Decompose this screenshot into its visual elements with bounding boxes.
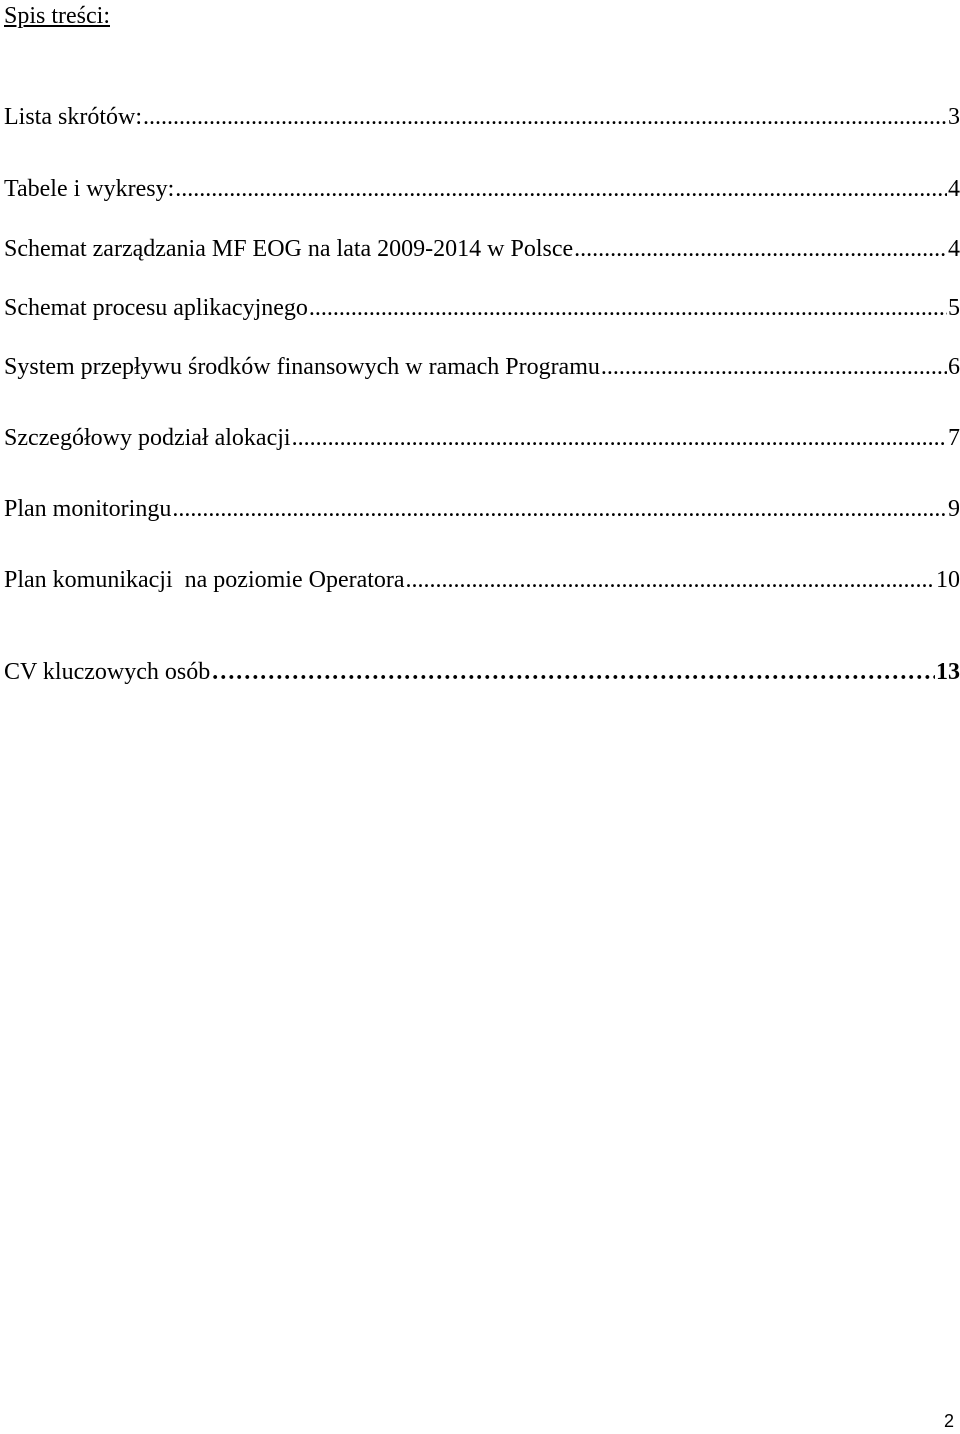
- toc-entry-page: 6: [948, 354, 960, 380]
- toc-entry-page: 13: [936, 659, 960, 685]
- toc-entry-system-przeplywu[interactable]: [4, 352, 960, 382]
- page-number: 2: [943, 1411, 954, 1431]
- toc-entry-label: Plan komunikacji na poziomie Operatora: [4, 567, 405, 593]
- toc-entry-schemat-zarzadzania[interactable]: [4, 234, 960, 264]
- dot-leader: [175, 174, 947, 204]
- toc-entry-plan-komunikacji[interactable]: [4, 565, 960, 595]
- toc-entry-page: 10: [936, 567, 960, 593]
- toc-entry-page: 7: [948, 425, 960, 451]
- toc-entry-cv-kluczowych-osob[interactable]: [4, 657, 960, 687]
- dot-leader: [172, 494, 947, 524]
- toc-entry-label: Tabele i wykresy:: [4, 176, 175, 202]
- toc-entry-lista-skrotow[interactable]: [4, 102, 960, 132]
- toc-entry-label: CV kluczowych osób: [4, 659, 211, 685]
- toc-entry-tabele-i-wykresy[interactable]: [4, 174, 960, 204]
- toc-entry-label: System przepływu środków finansowych w ramach Programu: [4, 354, 600, 380]
- toc-entry-podzial-alokacji[interactable]: [4, 423, 960, 453]
- dot-leader: [292, 423, 947, 453]
- table-of-contents: [4, 0, 960, 720]
- dot-leader: [211, 657, 935, 687]
- toc-entry-page: 4: [948, 176, 960, 202]
- dot-leader: [406, 565, 935, 595]
- toc-entry-page: 5: [948, 295, 960, 321]
- toc-entry-page: 3: [948, 104, 960, 130]
- dot-leader: [601, 352, 947, 382]
- toc-title: Spis treści:: [4, 3, 110, 29]
- toc-entry-label: Schemat procesu aplikacyjnego: [4, 295, 308, 321]
- toc-entry-page: 9: [948, 496, 960, 522]
- toc-entry-label: Lista skrótów:: [4, 104, 142, 130]
- dot-leader: [143, 102, 947, 132]
- dot-leader: [309, 293, 947, 323]
- toc-entry-plan-monitoringu[interactable]: [4, 494, 960, 524]
- toc-entry-label: Plan monitoringu: [4, 496, 172, 522]
- dot-leader: [574, 234, 947, 264]
- toc-entry-label: Schemat zarządzania MF EOG na lata 2009-2014 w Polsce: [4, 236, 574, 262]
- toc-entry-page: 4: [948, 236, 960, 262]
- toc-entry-label: Szczegółowy podział alokacji: [4, 425, 291, 451]
- toc-entry-schemat-procesu[interactable]: [4, 293, 960, 323]
